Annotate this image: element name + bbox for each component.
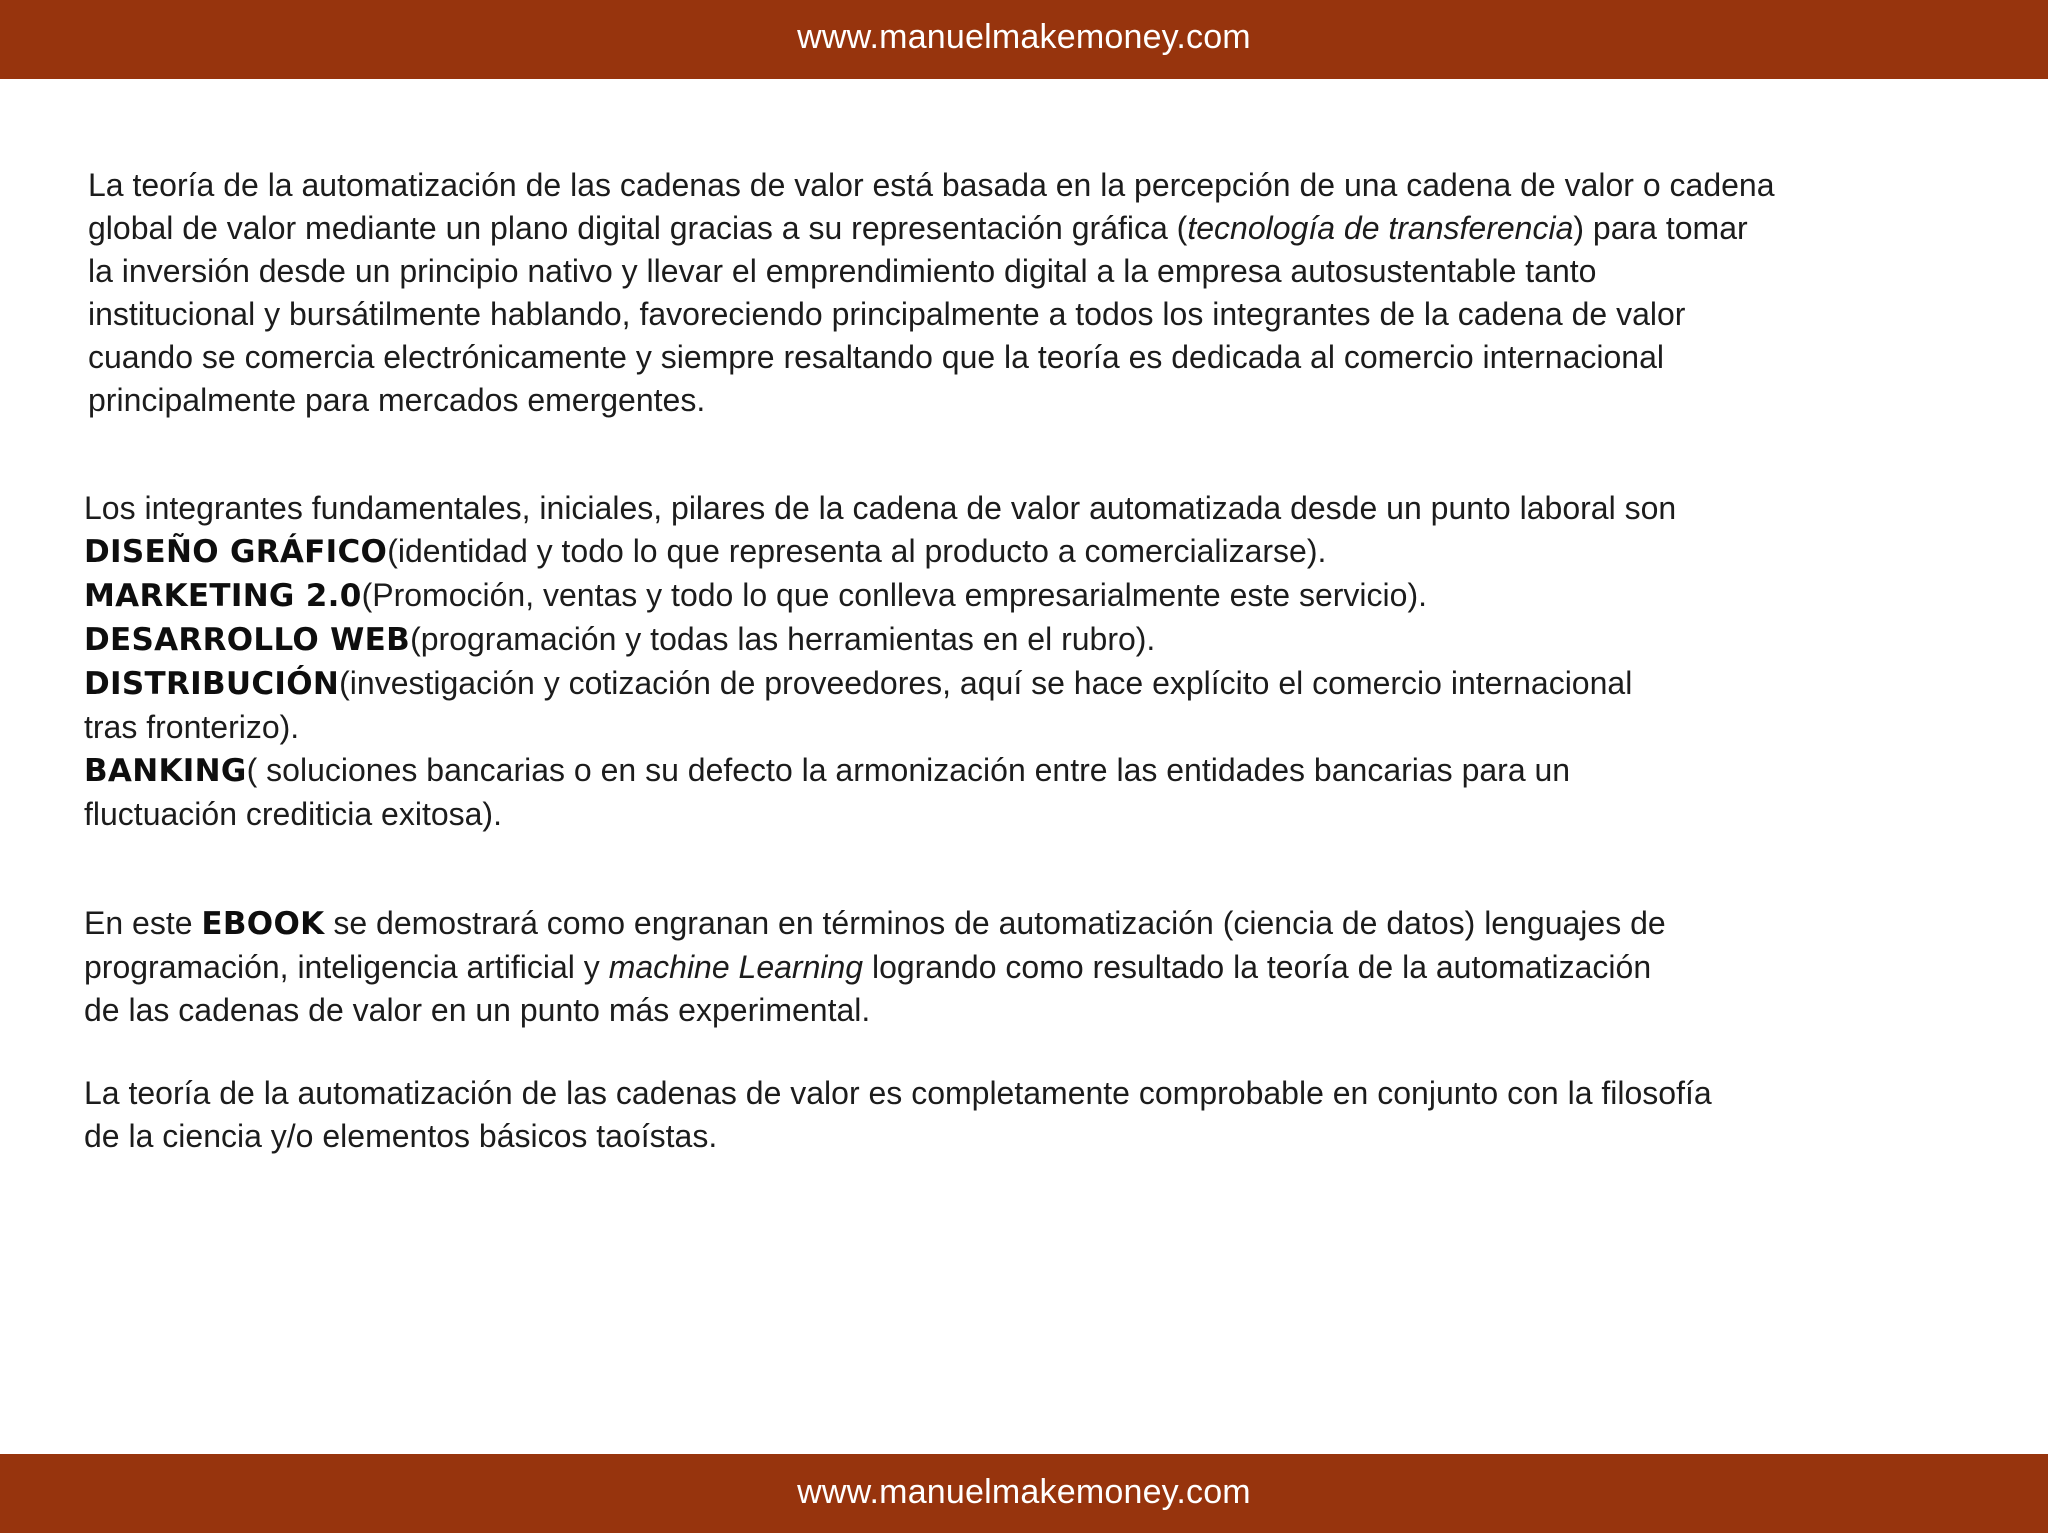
italic-term: machine Learning [608,949,864,985]
member-item-distribucion [84,662,1984,706]
text-line [84,946,1984,989]
member-item-diseno [84,530,1984,574]
text-line [88,207,1984,250]
member-description-continued: tras fronterizo). [84,709,300,745]
paragraph-conclusion [84,1072,1984,1158]
text-line: La teoría de la automatización de las cadenas de valor está basada en la percepción de una cadena de valor o cadena [88,167,1775,203]
member-item-desarrollo [84,618,1984,662]
paragraph-ebook [84,902,1984,1032]
text-line: cuando se comercia electrónicamente y siempre resaltando que la teoría es dedicada al comercio internacional [88,339,1664,375]
member-description: (identidad y todo lo que representa al producto a comercializarse). [387,533,1327,569]
text-line: principalmente para mercados emergentes. [88,382,706,418]
text-line: La teoría de la automatización de las cadenas de valor es completamente comprobable en conjunto con la filosofía [84,1075,1712,1111]
header-banner [0,0,2048,79]
text-fragment: ) para tomar [1573,210,1748,246]
member-term: MARKETING 2.0 [84,578,362,614]
text-fragment: global de valor mediante un plano digital gracias a su representación gráfica ( [88,210,1188,246]
text-fragment: En este [84,905,202,941]
footer-banner [0,1454,2048,1533]
text-line: la inversión desde un principio nativo y llevar el emprendimiento digital a la empresa autosustentable tanto [88,253,1597,289]
text-line: institucional y bursátilmente hablando, favoreciendo principalmente a todos los integrantes de la cadena de valor [88,296,1686,332]
member-description: (programación y todas las herramientas en el rubro). [410,621,1156,657]
document-body [84,164,1984,1158]
text-fragment: programación, inteligencia artificial y [84,949,609,985]
header-url[interactable]: www.manuelmakemoney.com [797,18,1251,56]
text-line: de la ciencia y/o elementos básicos taoístas. [84,1118,718,1154]
member-term: BANKING [84,753,247,789]
member-item-banking [84,749,1984,793]
member-term: DESARROLLO WEB [84,622,411,658]
ebook-keyword: EBOOK [201,906,325,942]
text-fragment: se demostrará como engranan en términos de automatización (ciencia de datos) lenguajes de [324,905,1666,941]
member-item-marketing [84,574,1984,618]
member-description: ( soluciones bancarias o en su defecto la armonización entre las entidades bancarias para un [246,752,1571,788]
member-description: (Promoción, ventas y todo lo que conlleva empresarialmente este servicio). [361,577,1427,613]
member-term: DISTRIBUCIÓN [84,666,340,702]
paragraph-automation-theory [84,164,1984,422]
paragraph-value-chain-members [84,487,1984,836]
footer-url[interactable]: www.manuelmakemoney.com [797,1473,1251,1511]
italic-term: tecnología de transferencia [1187,210,1574,246]
text-line [84,902,1984,946]
member-description-continued: fluctuación crediticia exitosa). [84,796,502,832]
text-line: Los integrantes fundamentales, iniciales, pilares de la cadena de valor automatizada desde un punto laboral son [84,490,1677,526]
text-line: de las cadenas de valor en un punto más experimental. [84,992,871,1028]
member-term: DISEÑO GRÁFICO [84,534,388,570]
text-fragment: logrando como resultado la teoría de la automatización [863,949,1652,985]
member-description: (investigación y cotización de proveedores, aquí se hace explícito el comercio internacional [339,665,1633,701]
